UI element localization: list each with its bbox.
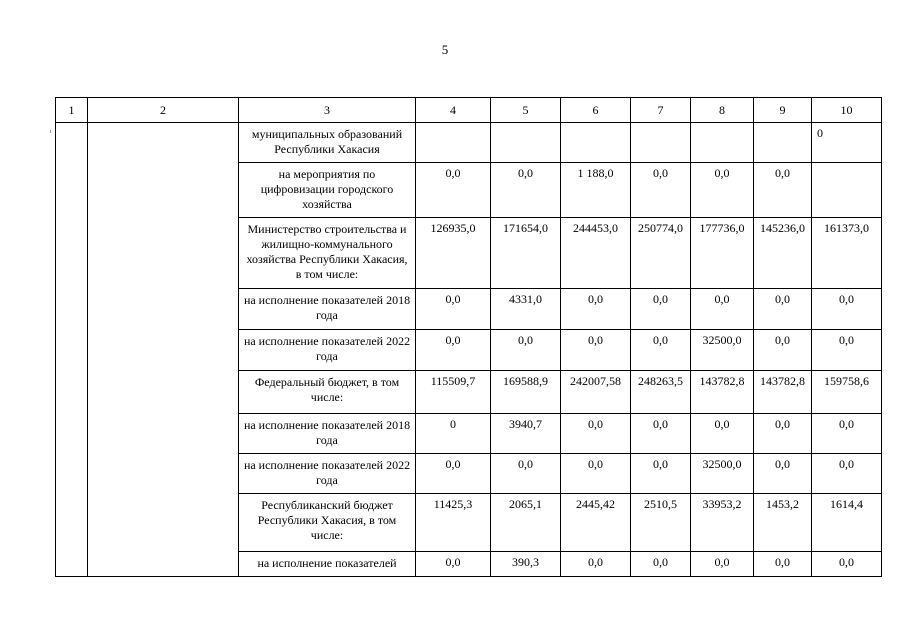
- budget-table: [55, 97, 882, 577]
- table-header-row: [56, 98, 882, 123]
- value-cell: 250774,0: [631, 218, 691, 289]
- value-cell: 0,0: [691, 289, 754, 330]
- value-cell: 242007,58: [561, 371, 631, 414]
- value-cell: 2510,5: [631, 494, 691, 552]
- row-description: на исполнение показателей 2018 года: [239, 289, 416, 330]
- value-cell: 0,0: [561, 454, 631, 494]
- value-cell: 171654,0: [491, 218, 561, 289]
- value-cell: 0,0: [812, 454, 882, 494]
- value-cell: 1 188,0: [561, 163, 631, 218]
- value-cell: 2445,42: [561, 494, 631, 552]
- value-cell: 1453,2: [754, 494, 812, 552]
- value-cell: 0,0: [631, 552, 691, 577]
- value-cell: 145236,0: [754, 218, 812, 289]
- value-cell: 0,0: [812, 414, 882, 454]
- value-cell: 0,0: [754, 414, 812, 454]
- column-header: 2: [88, 98, 239, 123]
- value-cell: 0,0: [491, 163, 561, 218]
- value-cell: 0,0: [754, 330, 812, 371]
- program-name-cell: [88, 123, 239, 577]
- value-cell: 3940,7: [491, 414, 561, 454]
- value-cell: 159758,6: [812, 371, 882, 414]
- value-cell: 0,0: [631, 163, 691, 218]
- page-number: 5: [441, 42, 449, 57]
- value-cell: 11425,3: [416, 494, 491, 552]
- value-cell: 1614,4: [812, 494, 882, 552]
- value-cell: 0,0: [754, 454, 812, 494]
- value-cell: 0,0: [754, 163, 812, 218]
- row-description: Федеральный бюджет, в том числе:: [239, 371, 416, 414]
- value-cell: 169588,9: [491, 371, 561, 414]
- value-cell: 0,0: [416, 163, 491, 218]
- value-cell: 115509,7: [416, 371, 491, 414]
- value-cell: 0,0: [416, 330, 491, 371]
- value-cell: 0,0: [491, 454, 561, 494]
- value-cell: 0,0: [631, 330, 691, 371]
- value-cell: [416, 123, 491, 163]
- value-cell: 0,0: [561, 414, 631, 454]
- value-cell: 0,0: [561, 330, 631, 371]
- value-cell: 0,0: [691, 552, 754, 577]
- value-cell: 0,0: [561, 289, 631, 330]
- value-cell: 0,0: [812, 330, 882, 371]
- value-cell: 0,0: [691, 163, 754, 218]
- value-cell: 0,0: [754, 289, 812, 330]
- value-cell: [691, 123, 754, 163]
- row-description: на мероприятия по цифровизации городского хозяйства: [239, 163, 416, 218]
- value-cell: [754, 123, 812, 163]
- value-cell: 161373,0: [812, 218, 882, 289]
- column-header: 7: [631, 98, 691, 123]
- value-cell: 390,3: [491, 552, 561, 577]
- value-cell: 0,0: [631, 289, 691, 330]
- table-row: [56, 123, 882, 163]
- column-header: 8: [691, 98, 754, 123]
- row-description: на исполнение показателей: [239, 552, 416, 577]
- value-cell: 0,0: [691, 414, 754, 454]
- row-description: на исполнение показателей 2022 года: [239, 454, 416, 494]
- value-cell: 143782,8: [691, 371, 754, 414]
- value-cell: 33953,2: [691, 494, 754, 552]
- value-cell: 32500,0: [691, 330, 754, 371]
- value-cell: 0,0: [491, 330, 561, 371]
- column-header: 4: [416, 98, 491, 123]
- value-cell: 4331,0: [491, 289, 561, 330]
- row-number-cell: [56, 123, 88, 577]
- value-cell: 0,0: [416, 454, 491, 494]
- value-cell: [561, 123, 631, 163]
- value-cell: 0,0: [631, 414, 691, 454]
- scan-mark: [50, 130, 51, 133]
- row-description: Министерство строительства и жилищно-коммунального хозяйства Республики Хакасия, в том числе:: [239, 218, 416, 289]
- value-cell: 126935,0: [416, 218, 491, 289]
- value-cell: 32500,0: [691, 454, 754, 494]
- row-description: на исполнение показателей 2022 года: [239, 330, 416, 371]
- row-description: муниципальных образований Республики Хакасия: [239, 123, 416, 163]
- column-header: 9: [754, 98, 812, 123]
- value-cell: 177736,0: [691, 218, 754, 289]
- value-cell: 244453,0: [561, 218, 631, 289]
- value-cell: 2065,1: [491, 494, 561, 552]
- column-header: 6: [561, 98, 631, 123]
- row-description: на исполнение показателей 2018 года: [239, 414, 416, 454]
- column-header: 3: [239, 98, 416, 123]
- value-cell: 0,0: [561, 552, 631, 577]
- value-cell: [491, 123, 561, 163]
- value-cell: 0,0: [631, 454, 691, 494]
- column-header: 10: [812, 98, 882, 123]
- value-cell: 143782,8: [754, 371, 812, 414]
- column-header: 1: [56, 98, 88, 123]
- value-cell: 0,0: [812, 552, 882, 577]
- value-cell: 0,0: [416, 552, 491, 577]
- value-cell: 0: [416, 414, 491, 454]
- value-cell: 248263,5: [631, 371, 691, 414]
- value-cell: [812, 163, 882, 218]
- row-description: Республиканский бюджет Республики Хакасия, в том числе:: [239, 494, 416, 552]
- column-header: 5: [491, 98, 561, 123]
- value-cell: 0: [812, 123, 882, 163]
- value-cell: 0,0: [812, 289, 882, 330]
- value-cell: 0,0: [754, 552, 812, 577]
- value-cell: 0,0: [416, 289, 491, 330]
- value-cell: [631, 123, 691, 163]
